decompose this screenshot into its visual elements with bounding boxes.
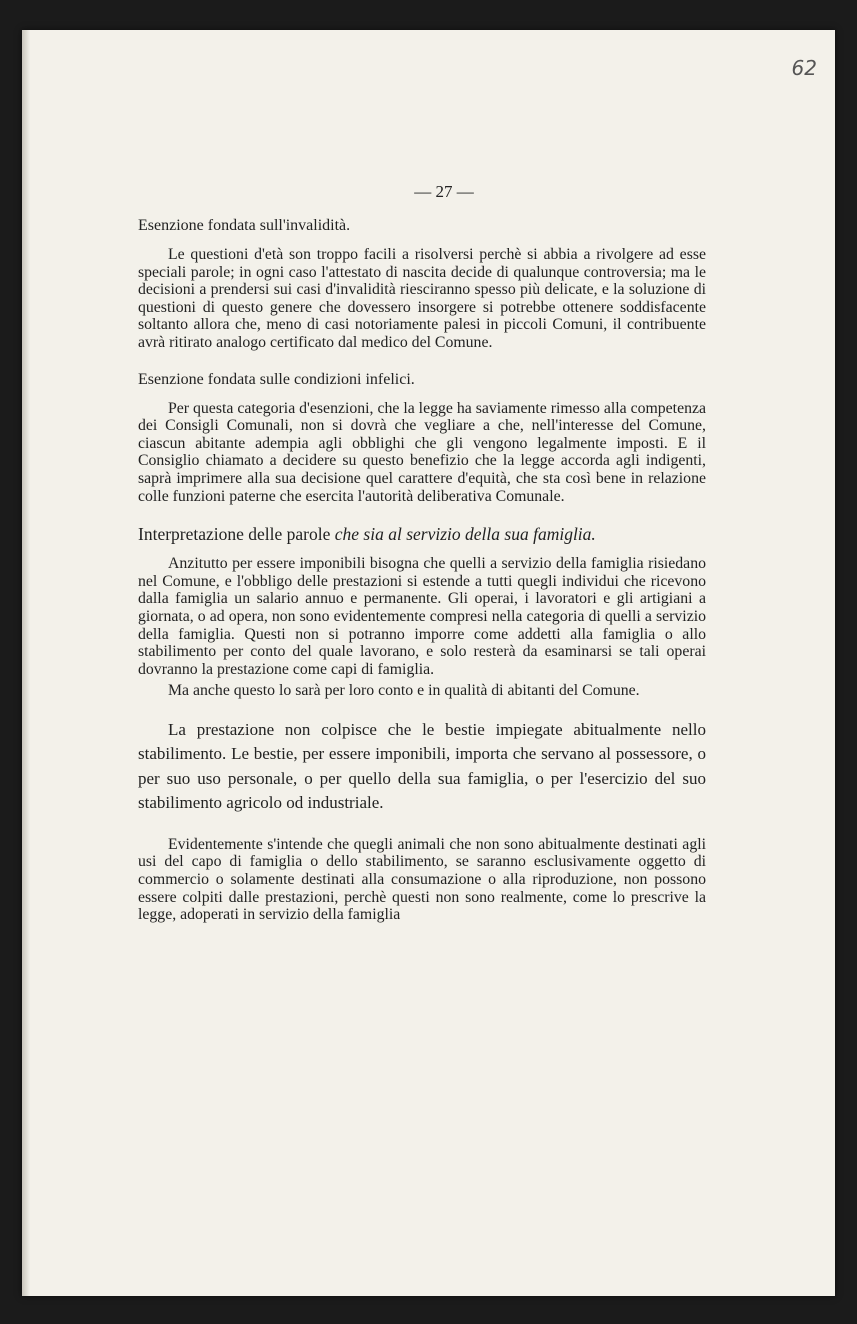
section-heading-invalidita: Esenzione fondata sull'invalidità. [138,217,351,234]
section-heading-condizioni-infelici: Esenzione fondata sulle condizioni infelici. [138,370,415,388]
page-content [138,182,706,942]
section-heading-interpretazione [138,523,706,545]
page-number: — 27 — [414,182,474,201]
paragraph-condizioni-infelici: Per questa categoria d'esenzioni, che la legge ha saviamente rimesso alla competenza dei Consigli Comunali, non si dovrà che vegliare a che, nell'interesse del Comune, ciascun abitante adempia agli obblighi che gli vengono legalmente imposti. E il Consiglio chiamato a decidere su questo benefizio che la legge accorda agli indigenti, saprà imprimere alla sua decisione quel carattere d'equità, che sta così bene in relazione colle funzioni paterne che esercita l'autorità deliberativa Comunale. [138,399,706,505]
paragraph-abitanti: Ma anche questo lo sarà per loro conto e in qualità di abitanti del Comune. [168,682,640,700]
heading-italic-phrase: che sia al servizio della sua famiglia. [334,524,596,545]
handwritten-folio-number: 62 [791,56,817,80]
heading-prefix: Interpretazione delle parole [138,524,335,545]
paragraph-animali: Evidentemente s'intende che quegli animali che non sono abitualmente destinati agli usi del capo di famiglia o dello stabilimento, se saranno esclusivamente oggetto di commercio o solamente destinati alla consumazione o alla riproduzione, non possono essere colpiti dalle prestazioni, perchè questi non sono realmente, come lo prescrive la legge, adoperati in servizio della famiglia [138,835,706,924]
page-binding-shadow [22,30,30,1296]
paragraph-invalidita: Le questioni d'età son troppo facili a risolversi perchè si abbia a rivolgere ad esse speciali parole; in ogni caso l'attestato di nascita decide di qualunque controversia; ma le decisioni a prendersi sui casi d'invalidità riesciranno spesso più delicate, e la soluzione di questioni di questo genere che dovessero insorgere si potrebbe ottenere soddisfacente soltanto allora che, meno di casi notoriamente palesi in piccoli Comuni, il contribuente avrà ritirato analogo certificato dal medico del Comune. [138,246,706,351]
paragraph-servizio-famiglia: Anzitutto per essere imponibili bisogna che quelli a servizio della famiglia risiedano nel Comune, e l'obbligo delle prestazioni si estende a tutti quegli individui che ricevono dalla famiglia un salario annuo e permanente. Gli operai, i lavoratori e gli artigiani a giornata, o ad opera, non sono evidentemente compresi nella categoria di quelli a servizio della famiglia. Questi non si potranno imporre come addetti alla famiglia o allo stabilimento per conto del quale lavorano, e solo resterà da esaminarsi se tali operai dovranno la prestazione come capi di famiglia. [138,555,706,678]
paragraph-bestie: La prestazione non colpisce che le bestie impiegate abitualmente nello stabilimento. Le bestie, per essere imponibili, importa che servano al possessore, o per suo uso personale, o per quello della sua famiglia, o per l'esercizio del suo stabilimento agricolo od industriale. [138,719,706,813]
document-page [22,30,835,1296]
